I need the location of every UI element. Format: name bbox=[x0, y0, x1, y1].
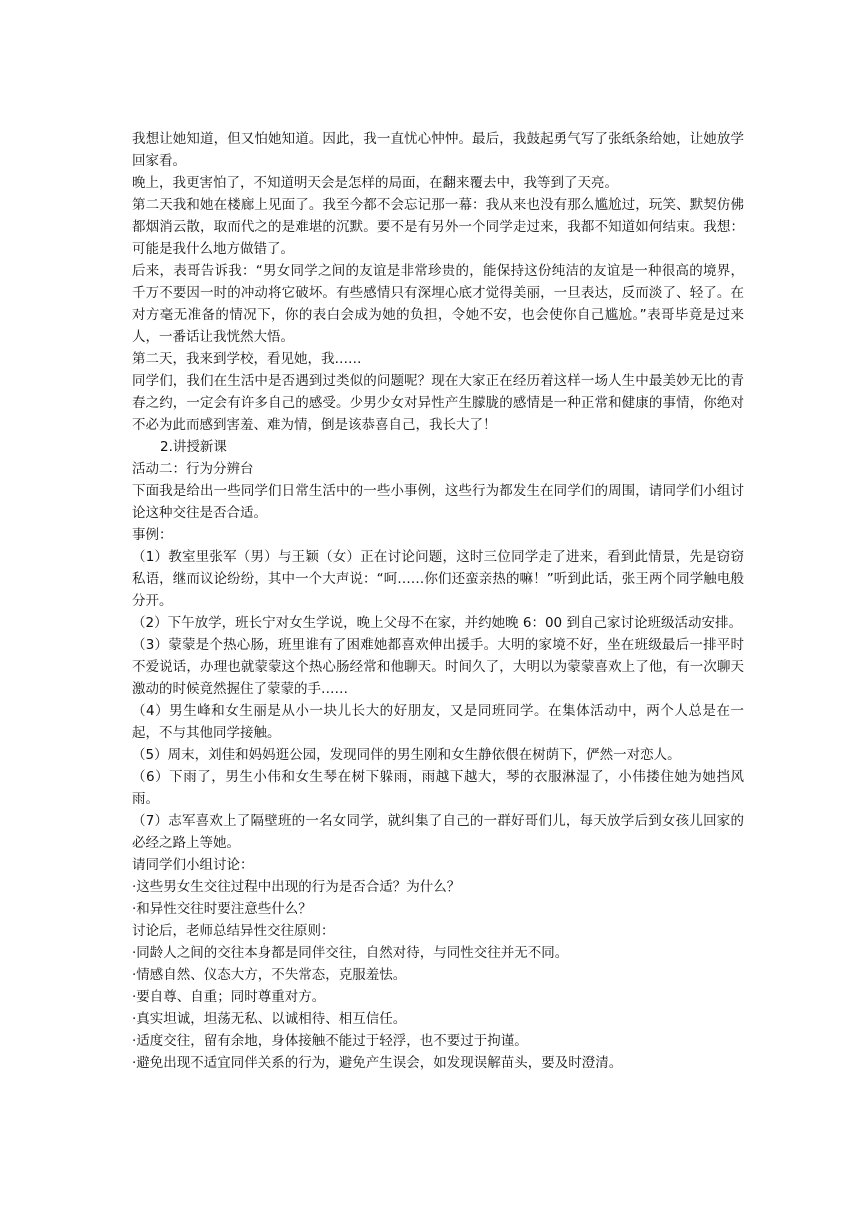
discussion-prompt: 请同学们小组讨论： bbox=[132, 857, 254, 873]
principle-item-2: ·情感自然、仪态大方，不失常态，克服羞怯。 bbox=[132, 967, 407, 983]
example-item-4: （4）男生峰和女生丽是从小一块儿长大的好朋友，又是同班同学。在集体活动中，两个人总是在一起，不与其他同学接触。 bbox=[132, 703, 744, 741]
principle-item-1: ·同龄人之间的交往本身都是同伴交往，自然对待，与同性交往并无不同。 bbox=[132, 945, 569, 961]
example-item-3: （3）蒙蒙是个热心肠，班里谁有了困难她都喜欢伸出援手。大明的家境不好，坐在班级最后一排平时不爱说话，办理也就蒙蒙这个热心肠经常和他聊天。时间久了，大明以为蒙蒙喜欢上了他，有一次聊天激动的时候竟然握住了蒙蒙的手…… bbox=[132, 637, 744, 697]
principles-heading: 讨论后，老师总结异性交往原则： bbox=[132, 923, 335, 939]
principle-item-5: ·适度交往，留有余地，身体接触不能过于轻浮，也不要过于拘谨。 bbox=[132, 1033, 528, 1049]
story-paragraph-5: 第二天，我来到学校，看见她，我…… bbox=[132, 351, 362, 367]
example-item-2: （2）下午放学，班长宁对女生学说，晚上父母不在家，并约她晚 6：00 到自己家讨论班级活动安排。 bbox=[132, 615, 742, 631]
principle-item-6: ·避免出现不适宜同伴关系的行为，避免产生误会，如发现误解苗头，要及时澄清。 bbox=[132, 1055, 623, 1071]
document-page bbox=[132, 128, 744, 1074]
example-item-5: （5）周末，刘佳和妈妈逛公园，发现同伴的男生刚和女生静依偎在树荫下，俨然一对恋人。 bbox=[132, 747, 681, 763]
teacher-intro-paragraph: 同学们，我们在生活中是否遇到过类似的问题呢？现在大家正在经历着这样一场人生中最美妙无比的青春之约，一定会有许多自己的感受。少男少女对异性产生朦胧的感情是一种正常和健康的事情，你绝对不必为此而感到害羞、难为情，倒是该恭喜自己，我长大了！ bbox=[132, 373, 744, 433]
discussion-question-1: ·这些男女生交往过程中出现的行为是否合适？为什么？ bbox=[132, 879, 461, 895]
activity-title: 活动二：行为分辨台 bbox=[132, 461, 254, 477]
story-paragraph-1: 我想让她知道，但又怕她知道。因此，我一直忧心忡忡。最后，我鼓起勇气写了张纸条给她，让她放学回家看。 bbox=[132, 131, 744, 169]
example-item-6: （6）下雨了，男生小伟和女生琴在树下躲雨，雨越下越大，琴的衣服淋湿了，小伟搂住她为她挡风雨。 bbox=[132, 769, 744, 807]
principle-item-3: ·要自尊、自重；同时尊重对方。 bbox=[132, 989, 326, 1005]
example-item-1: （1）教室里张军（男）与王颖（女）正在讨论问题，这时三位同学走了进来，看到此情景，先是窃窃私语，继而议论纷纷，其中一个大声说：“呵……你们还蛮亲热的嘛！”听到此话，张王两个同学触电般分开。 bbox=[132, 549, 744, 609]
section-heading: 2.讲授新课 bbox=[160, 439, 227, 455]
examples-label: 事例： bbox=[132, 527, 173, 543]
discussion-question-2: ·和异性交往时要注意些什么？ bbox=[132, 901, 312, 917]
story-paragraph-4: 后来，表哥告诉我：“男女同学之间的友谊是非常珍贵的，能保持这份纯洁的友谊是一种很高的境界，千万不要因一时的冲动将它破坏。有些感情只有深埋心底才觉得美丽，一旦表达，反而淡了、轻了。在对方毫无准备的情况下，你的表白会成为她的负担，令她不安，也会使你自己尴尬。”表哥毕竟是过来人，一番话让我恍然大悟。 bbox=[132, 263, 744, 345]
activity-instructions: 下面我是给出一些同学们日常生活中的一些小事例，这些行为都发生在同学们的周围，请同学们小组讨论这种交往是否合适。 bbox=[132, 483, 744, 521]
story-paragraph-3: 第二天我和她在楼廊上见面了。我至今都不会忘记那一幕：我从来也没有那么尴尬过，玩笑、默契仿佛都烟消云散，取而代之的是难堪的沉默。要不是有另外一个同学走过来，我都不知道如何结束。我想：可能是我什么地方做错了。 bbox=[132, 197, 744, 257]
example-item-7: （7）志军喜欢上了隔壁班的一名女同学，就纠集了自己的一群好哥们儿，每天放学后到女孩儿回家的必经之路上等她。 bbox=[132, 813, 744, 851]
story-paragraph-2: 晚上，我更害怕了，不知道明天会是怎样的局面，在翻来覆去中，我等到了天亮。 bbox=[132, 175, 618, 191]
principle-item-4: ·真实坦诚，坦荡无私、以诚相待、相互信任。 bbox=[132, 1011, 407, 1027]
